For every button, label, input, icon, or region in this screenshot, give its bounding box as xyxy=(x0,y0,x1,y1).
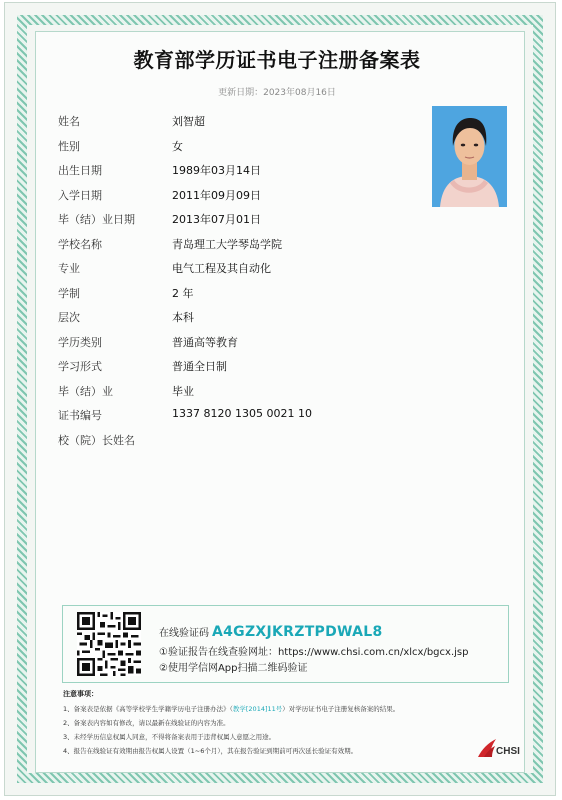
note-text: 3、未经学历信息权属人同意，不得将备案表用于违背权属人意愿之用途。 xyxy=(63,733,276,741)
field-label: 层次 xyxy=(58,311,80,324)
field-value: 本科 xyxy=(172,311,194,324)
note-text: 4、报告在线验证有效期由报告权属人设置（1~6个月），其在报告验证到期前可再次延长验证有效期。 xyxy=(63,747,358,755)
field-value: 2 年 xyxy=(172,286,194,300)
qr-code[interactable] xyxy=(77,612,141,676)
field-value: 2013年07月01日 xyxy=(172,213,261,226)
field-value: 1337 8120 1305 0021 10 xyxy=(172,407,312,420)
update-date xyxy=(0,85,554,98)
verification-box xyxy=(62,605,509,683)
field-label: 入学日期 xyxy=(58,188,102,202)
field-label: 学历类别 xyxy=(58,335,102,349)
field-label: 性别 xyxy=(58,139,80,153)
page-title: 教育部学历证书电子注册备案表 xyxy=(133,48,421,72)
notes-title: 注意事项： xyxy=(63,690,98,698)
note-text: 2、备案表内容如有修改，请以最新在线验证的内容为准。 xyxy=(63,719,230,727)
note-text: 1、备案表是依据《高等学校学生学籍学历电子注册办法》（ xyxy=(63,705,233,713)
field-label: 学校名称 xyxy=(58,237,102,251)
field-label: 专业 xyxy=(58,262,80,275)
field-label: 学习形式 xyxy=(58,360,102,373)
field-label: 证书编号 xyxy=(58,409,102,422)
verification-url-line: ①验证报告在线查验网址：https://www.chsi.com.cn/xlcx/bgcx.jsp xyxy=(159,647,469,658)
verification-app-line: ②使用学信网App扫描二维码验证 xyxy=(159,663,308,674)
field-label: 毕（结）业 xyxy=(58,384,113,398)
portrait-image xyxy=(432,106,507,207)
note-item xyxy=(63,746,357,755)
note-item xyxy=(63,732,275,741)
field-value: 青岛理工大学琴岛学院 xyxy=(172,237,282,251)
note-item xyxy=(63,718,230,727)
field-label: 校（院）长姓名 xyxy=(58,433,135,447)
note-text: ）对学历证书电子注册复核备案的结果。 xyxy=(282,705,400,713)
verification-code-label: 在线验证码 xyxy=(159,628,209,639)
field-value: 普通全日制 xyxy=(172,360,227,373)
update-label: 更新日期： xyxy=(218,88,264,98)
field-value: 普通高等教育 xyxy=(172,335,238,349)
field-value: 女 xyxy=(172,139,183,153)
field-value: 刘智超 xyxy=(172,115,205,128)
verification-code-line xyxy=(159,624,383,640)
field-value: 电气工程及其自动化 xyxy=(172,262,271,275)
field-value: 2011年09月09日 xyxy=(172,188,261,202)
note-item xyxy=(63,704,399,713)
field-label: 毕（结）业日期 xyxy=(58,213,135,226)
regulation-link[interactable]: 教学[2014]11号 xyxy=(232,705,283,713)
chsi-logo-text: CHSI xyxy=(496,746,520,757)
id-photo xyxy=(432,106,507,207)
field-label: 姓名 xyxy=(58,115,80,128)
field-label: 学制 xyxy=(58,286,80,300)
field-value: 1989年03月14日 xyxy=(172,164,261,177)
field-value: 毕业 xyxy=(172,384,194,398)
update-value: 2023年08月16日 xyxy=(263,88,336,98)
verification-code: A4GZXJKRZTPDWAL8 xyxy=(212,624,383,640)
field-label: 出生日期 xyxy=(58,164,102,177)
